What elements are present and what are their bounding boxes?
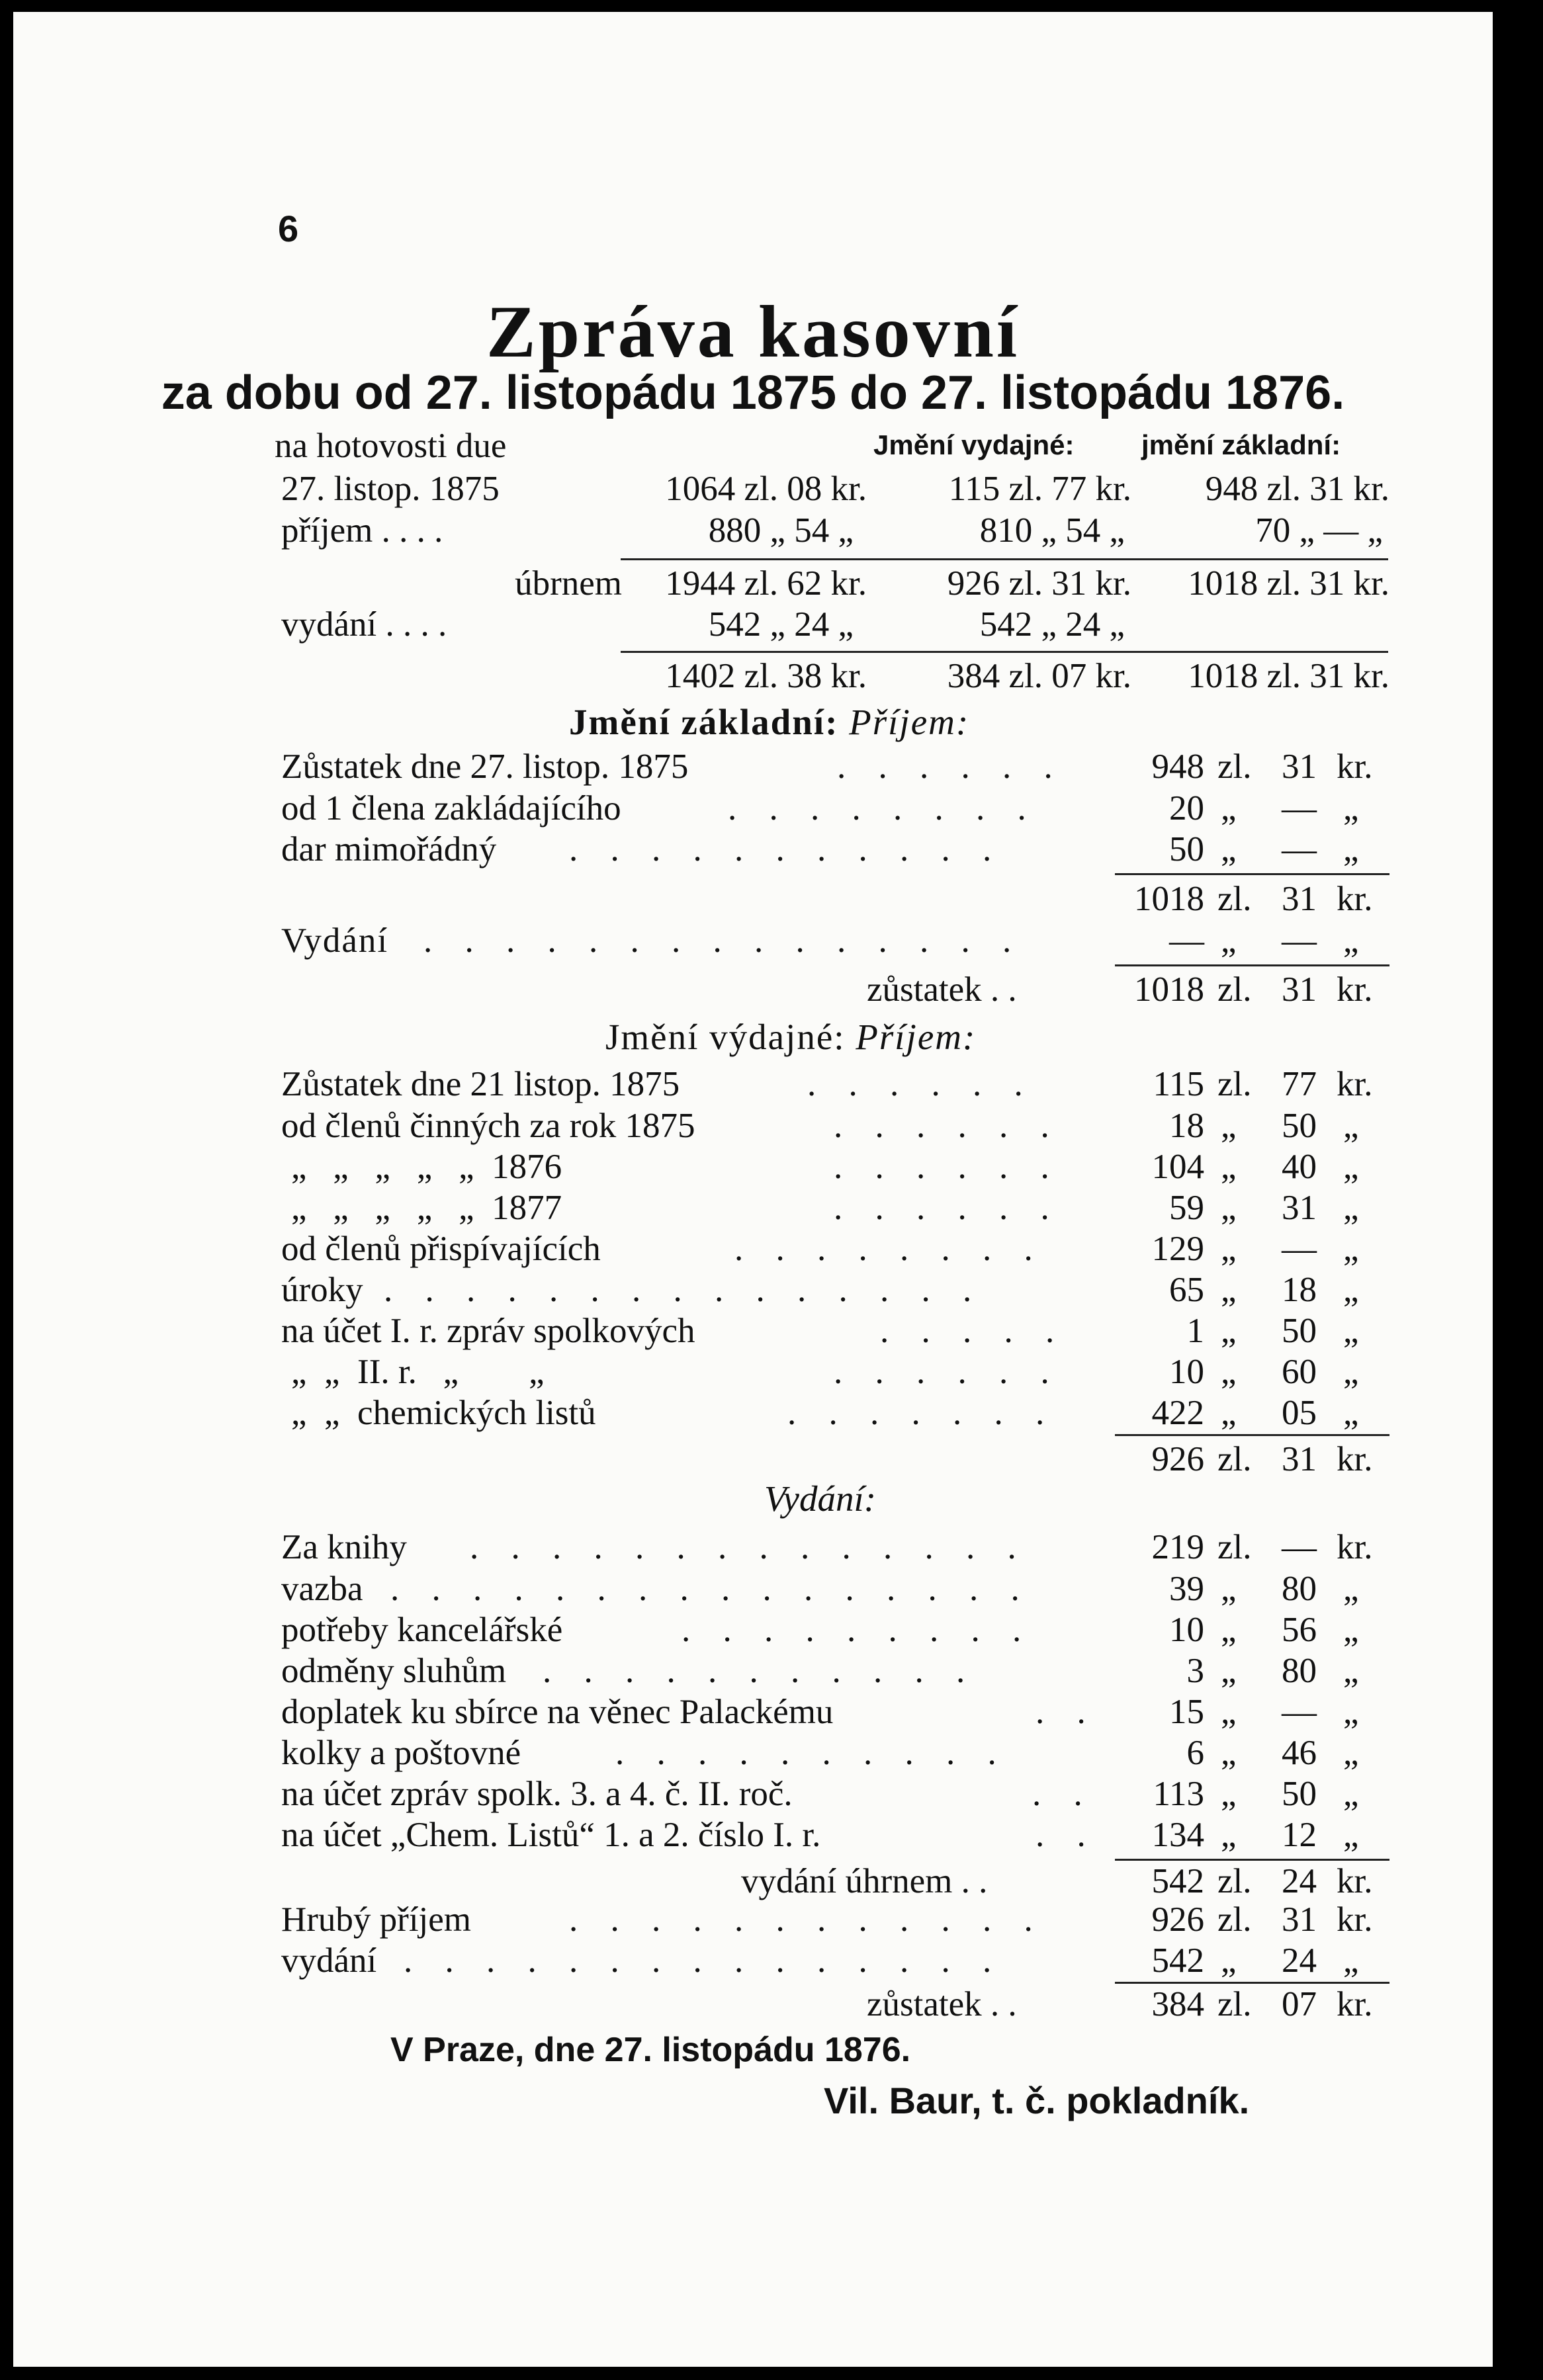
sum-rule: [1115, 1434, 1389, 1436]
sum-rule: [1115, 964, 1389, 966]
report-title: Zpráva kasovní: [486, 291, 1020, 373]
report-subtitle: za dobu od 27. listopádu 1875 do 27. listopádu 1876.: [161, 366, 1345, 419]
summary-rule: [621, 558, 1388, 560]
section-heading-vydani: Vydání:: [764, 1478, 877, 1519]
summary-header-right: jmění základní:: [1141, 429, 1341, 460]
sum-rule: [1115, 1982, 1389, 1984]
summary-rule: [621, 651, 1388, 653]
page-number: 6: [278, 208, 299, 249]
place-date: V Praze, dne 27. listopádu 1876.: [390, 2031, 911, 2069]
section-heading-zakladni: Jmění základní: Příjem:: [569, 702, 970, 742]
sum-rule: [1115, 873, 1389, 875]
summary-header-mid: Jmění vydajné:: [873, 429, 1075, 460]
document-page: 6 Zpráva kasovní za dobu od 27. listopádu 1875 do 27. listopádu 1876. na hotovosti due Jmění vydajné: jmění základní: 27. listop. 1875 1064 zl. 08 kr. 115 zl. 77 kr. 948 zl. 31 kr. příjem . . . . 880 „ 54 „ 810 „ 54 „ 70 „ — „ úbrnem 1944 zl. 62 kr. 926 zl. 31 kr. 1018 zl. 31 kr. vydání . . . . 542 „ 24 „ 542 „ 24 „ 1402 zl. 38 kr. 384 zl. 07 kr. 1018 zl. 31 kr. Jmění základní: Příjem: Zůstatek dne 27. listop. 1875 . . . . . . 948 zl. 31 kr. od 1 člena zakládajícího . . . . . . . . 20 „ — „ dar mimořádný . . . . . . . . . . . 50 „ — „ 1018 zl. 31 kr. Vydání . . . . . . . . . . . . . . . — „ — „ zůstatek . . 1018 zl. 31 kr. Jmění výdajné: Příjem: Zůstatek dne 21 listop. 1875 . . . . . . 115 zl. 77 kr. od členů činných za rok 1875 . . . . . . 18 „ 50 „ „ „ „ „ „ 1876 . . . . . . 104 „ 40 „ „ „ „ „ „ 1877 . . . . . . 59 „ 31 „ od členů přispívajících . . . . . . . . 129 „ — „ úroky . . . . . . . . . . . . . . . 65 „ 18 „ na účet I. r. zpráv spolkových . . . . . 1 „ 50 „ „ „ II. r. „ „ . . . . . . 10 „ 60 „ „ „ chemických listů . . . . . . . 422 „ 05 „ 926 zl. 31 kr. Vydání: Za knihy . . . . . . . . . . . . . . 219 zl. — kr. vazba . . . . . . . . . . . . . . . . 39 „ 80 „ potřeby kancelářské . . . . . . . . . 10 „ 56 „ odměny sluhům . . . . . . . . . . . 3 „ 80 „ doplatek ku sbírce na věnec Palackému . . 15 „ — „ kolky a poštovné . . . . . . . . . . 6 „ 46 „ na účet zpráv spolk. 3. a 4. č. II. roč. . . 113 „ 50 „ na účet „Chem. Listů“ 1. a 2. číslo I. r. . . 134 „ 12 „ vydání úhrnem . . 542 zl. 24 kr. Hrubý příjem . . . . . . . . . . . . 926 zl. 31 kr. vydání . . . . . . . . . . . . . . . 542 „ 24 „ zůstatek . . 384 zl. 07 kr. V Praze, dne 27. listopádu 1876. Vil. Baur, t. č. pokladník.: [13, 12, 1493, 2367]
section-heading-vydajne: Jmění výdajné: Příjem:: [605, 1017, 977, 1057]
summary-header-left: na hotovosti due: [275, 427, 507, 465]
signature: Vil. Baur, t. č. pokladník.: [824, 2080, 1250, 2121]
sum-rule: [1115, 1859, 1389, 1861]
